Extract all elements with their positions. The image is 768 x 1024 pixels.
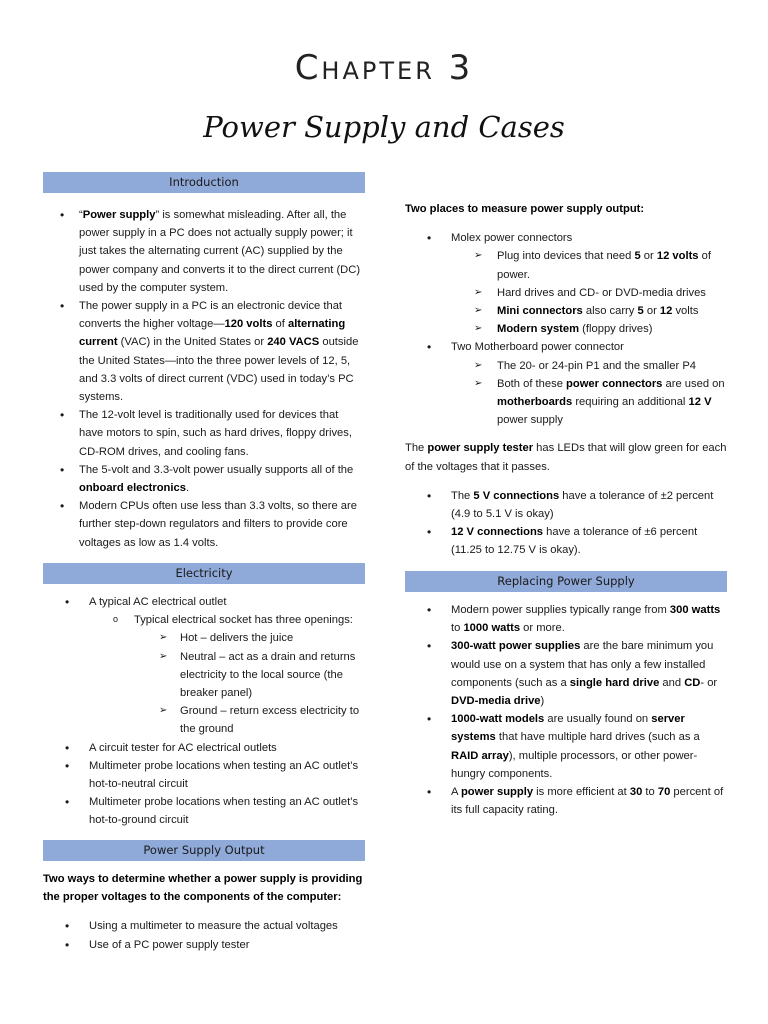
introduction-heading: Introduction bbox=[43, 172, 365, 193]
tester-paragraph: The power supply tester has LEDs that will glow green for each of the voltages that it passes. bbox=[405, 442, 727, 473]
replacing-list bbox=[405, 601, 727, 819]
replacing-section bbox=[405, 571, 727, 819]
list-item: ➢ Both of these power connectors are used on motherboards requiring an additional 12 V power supply bbox=[405, 375, 727, 430]
list-item: ➢ Neutral – act as a drain and returns electricity to the local source (the breaker panel) bbox=[43, 648, 365, 703]
list-item: • A typical AC electrical outlet bbox=[43, 593, 365, 611]
output-section bbox=[43, 840, 365, 954]
list-item: • A power supply is more efficient at 30 to 70 percent of its full capacity rating. bbox=[405, 783, 727, 819]
chapter-title: Chapter 3 bbox=[294, 48, 474, 88]
list-item: • A circuit tester for AC electrical outlets bbox=[43, 739, 365, 757]
list-item: o Typical electrical socket has three openings: bbox=[43, 611, 365, 629]
measure-list bbox=[405, 229, 727, 429]
list-item: • Modern CPUs often use less than 3.3 volts, so there are further step-down regulators and filters to provide core voltages as low as 1.4 volts. bbox=[43, 497, 365, 552]
list-item: • 300-watt power supplies are the bare minimum you would use on a system that has only a few installed components (such as a single hard drive and CD- or DVD-media drive) bbox=[405, 637, 727, 710]
list-item: • The 5-volt and 3.3-volt power usually supports all of the onboard electronics. bbox=[43, 461, 365, 497]
list-item: • 12 V connections have a tolerance of ±6 percent (11.25 to 12.75 V is okay). bbox=[405, 523, 727, 559]
list-item: • “Power supply” is somewhat misleading. After all, the power supply in a PC does not actually supply power; it just takes the alternating current (AC) supplied by the power company and converts it to the direct current (DC) used by the computer system. bbox=[43, 206, 365, 297]
list-item: ➢ Mini connectors also carry 5 or 12 volts bbox=[405, 302, 727, 320]
tolerance-list bbox=[405, 487, 727, 560]
list-item: • The 12-volt level is traditionally used for devices that have motors to spin, such as hard drives, floppy drives, CD-ROM drives, and cooling fans. bbox=[43, 406, 365, 461]
list-item: • Molex power connectors bbox=[405, 229, 727, 247]
chapter-subtitle: Power Supply and Cases bbox=[203, 110, 565, 144]
list-item: • Multimeter probe locations when testing an AC outlet’s hot-to-neutral circuit bbox=[43, 757, 365, 793]
list-item: ➢ Hot – delivers the juice bbox=[43, 629, 365, 647]
list-item: • Using a multimeter to measure the actual voltages bbox=[43, 917, 365, 935]
list-item: ➢ Modern system (floppy drives) bbox=[405, 320, 727, 338]
replacing-heading: Replacing Power Supply bbox=[405, 571, 727, 592]
list-item: • Two Motherboard power connector bbox=[405, 338, 727, 356]
electricity-list bbox=[43, 593, 365, 830]
output-intro: Two ways to determine whether a power supply is providing the proper voltages to the components of the computer: bbox=[43, 873, 363, 904]
list-item: • Multimeter probe locations when testing an AC outlet’s hot-to-ground circuit bbox=[43, 793, 365, 829]
list-item: • Modern power supplies typically range from 300 watts to 1000 watts or more. bbox=[405, 601, 727, 637]
output-heading: Power Supply Output bbox=[43, 840, 365, 861]
output-list bbox=[43, 917, 365, 953]
list-item: ➢ Plug into devices that need 5 or 12 volts of power. bbox=[405, 247, 727, 283]
electricity-heading: Electricity bbox=[43, 563, 365, 584]
introduction-list bbox=[43, 206, 365, 552]
electricity-section bbox=[43, 563, 365, 830]
list-item: • The power supply in a PC is an electronic device that converts the higher voltage—120 volts of alternating current (VAC) in the United States or 240 VACS outside the United States—into the three power levels of 12, 5, and 3.3 volts of direct current (VDC) used in today’s PC systems. bbox=[43, 297, 365, 406]
list-item: ➢ The 20- or 24-pin P1 and the smaller P4 bbox=[405, 357, 727, 375]
list-item: ➢ Ground – return excess electricity to the ground bbox=[43, 702, 365, 738]
introduction-section bbox=[43, 172, 365, 552]
measure-section bbox=[405, 200, 727, 560]
list-item: • Use of a PC power supply tester bbox=[43, 936, 365, 954]
list-item: • 1000-watt models are usually found on server systems that have multiple hard drives (such as a RAID array), multiple processors, or other power-hungry components. bbox=[405, 710, 727, 783]
list-item: • The 5 V connections have a tolerance of ±2 percent (4.9 to 5.1 V is okay) bbox=[405, 487, 727, 523]
measure-intro: Two places to measure power supply output: bbox=[405, 203, 645, 215]
list-item: ➢ Hard drives and CD- or DVD-media drives bbox=[405, 284, 727, 302]
